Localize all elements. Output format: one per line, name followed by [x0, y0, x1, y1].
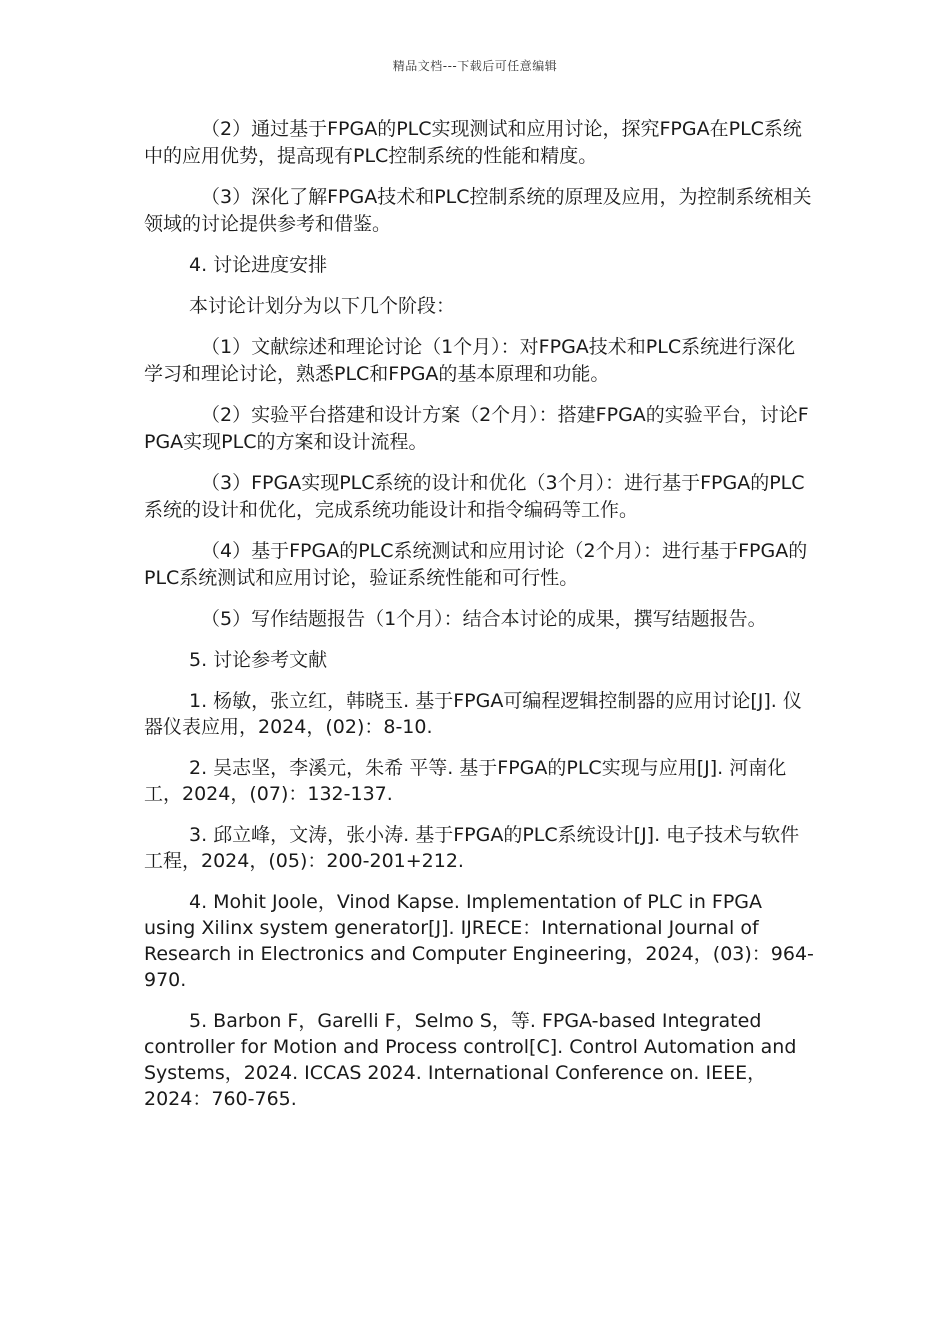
reference-item: 2. 吴志坚，李溪元，朱希 平等. 基于FPGA的PLC实现与应用[J]. 河南化工，2024，(07)：132-137. [144, 757, 787, 805]
paragraph-stage-5: （5）写作结题报告（1个月）：结合本讨论的成果，撰写结题报告。 [201, 608, 767, 630]
reference-item: 1. 杨敏，张立红，韩晓玉. 基于FPGA可编程逻辑控制器的应用讨论[J]. 仪器仪表应用，2024，(02)：8-10. [144, 690, 802, 738]
section-heading-references: 5. 讨论参考文献 [189, 649, 328, 671]
section-heading-schedule: 4. 讨论进度安排 [189, 254, 328, 276]
reference-item: 4. Mohit Joole，Vinod Kapse. Implementation of PLC in FPGA using Xilinx system generator[J]. IJRECE：International Journal of Research in Electronics and Computer Engineering，2024，(03)：964-970. [144, 891, 814, 991]
paragraph-stage-4: （4）基于FPGA的PLC系统测试和应用讨论（2个月）：进行基于FPGA的PLC系统测试和应用讨论，验证系统性能和可行性。 [144, 540, 808, 589]
paragraph-stage-1: （1）文献综述和理论讨论（1个月）：对FPGA技术和PLC系统进行深化学习和理论讨论，熟悉PLC和FPGA的基本原理和功能。 [144, 336, 796, 385]
document-body [144, 116, 814, 1127]
paragraph-objective-2: （2）通过基于FPGA的PLC实现测试和应用讨论，探究FPGA在PLC系统中的应用优势，提高现有PLC控制系统的性能和精度。 [144, 118, 802, 167]
paragraph-objective-3: （3）深化了解FPGA技术和PLC控制系统的原理及应用，为控制系统相关领域的讨论提供参考和借鉴。 [144, 186, 812, 235]
paragraph-schedule-intro: 本讨论计划分为以下几个阶段： [189, 295, 456, 317]
paragraph-stage-3: （3）FPGA实现PLC系统的设计和优化（3个月）：进行基于FPGA的PLC系统的设计和优化，完成系统功能设计和指令编码等工作。 [144, 472, 805, 521]
paragraph-stage-2: （2）实验平台搭建和设计方案（2个月）：搭建FPGA的实验平台，讨论FPGA实现PLC的方案和设计流程。 [144, 404, 809, 453]
reference-item: 3. 邱立峰，文涛，张小涛. 基于FPGA的PLC系统设计[J]. 电子技术与软件工程，2024，(05)：200-201+212. [144, 824, 800, 872]
reference-item: 5. Barbon F，Garelli F，Selmo S，等. FPGA-based Integrated controller for Motion and Process control[C]. Control Automation and Systems，2024. ICCAS 2024. International Conference on. IEEE，2024：760-765. [144, 1010, 797, 1110]
page-header: 精品文档---下载后可任意编辑 [392, 59, 558, 73]
